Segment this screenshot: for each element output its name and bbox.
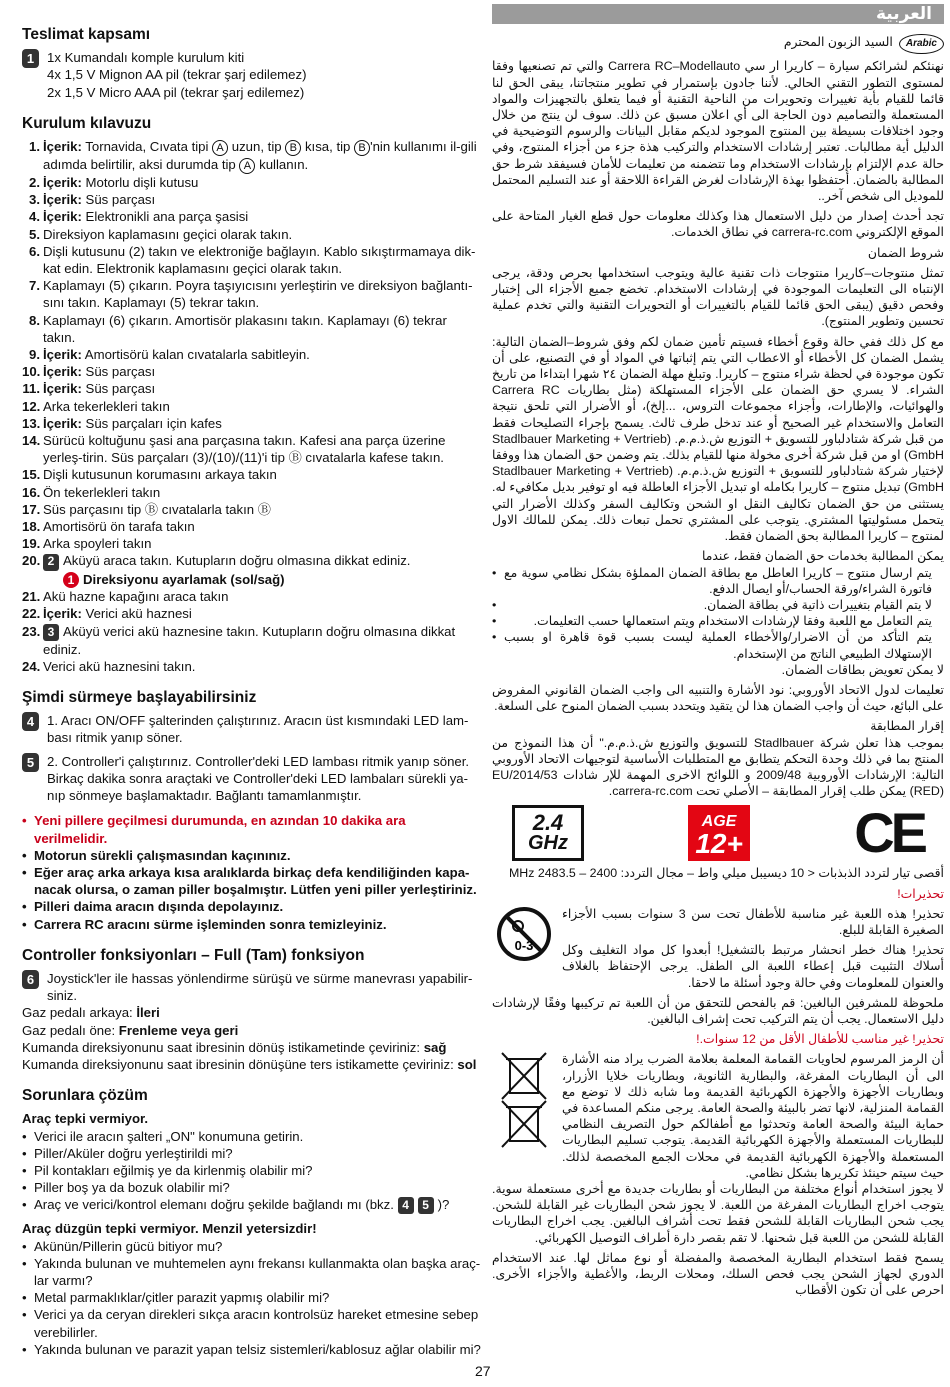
arabic-paragraph: تعليمات لدول الاتحاد الأوروبي: نود الأشارة والتنبيه الى واجب الضمان القانوني المفروض على البائع، حيث أن واجب الضمان هذا لن يتقيد ويتحدد بسبب الضمان المنوح على السلعة. bbox=[492, 682, 944, 714]
step-text-part: Motorlu dişli kutusu bbox=[81, 175, 199, 191]
controller-label: Gaz pedalı öne: bbox=[22, 1022, 119, 1038]
no-small-children-icon bbox=[496, 906, 552, 962]
step-number: 17. bbox=[22, 501, 41, 517]
step-text bbox=[43, 138, 482, 174]
step-number: 15. bbox=[22, 467, 41, 483]
step-number: 12. bbox=[22, 398, 41, 414]
warnings-title: تحذيرات! bbox=[897, 886, 944, 901]
delivery-row bbox=[22, 49, 482, 101]
step-text-part: Ön tekerlekleri takın bbox=[43, 484, 161, 500]
step-lead: İçerik: bbox=[43, 347, 82, 363]
trouble-section bbox=[22, 1087, 482, 1358]
step-text-part: Süs parçası bbox=[81, 381, 156, 397]
list-item: • لا يتم القيام بتغييرات ذاتية في بطاقة الضمان. bbox=[492, 597, 932, 613]
delivery-item: 4x 1,5 V Mignon AA pil (tekrar şarj edilemez) bbox=[47, 67, 307, 83]
trouble-subtitle: Araç düzgün tepki vermiyor. Menzil yetersizdir! bbox=[22, 1221, 317, 1237]
step-text-part: Akü hazne kapağını araca takın bbox=[43, 589, 229, 605]
controller-label: Gaz pedalı arkaya: bbox=[22, 1005, 137, 1021]
frequency-logo-unit: GHz bbox=[528, 832, 568, 855]
age-logo bbox=[688, 805, 750, 861]
step-text-part: Kaplamayı (6) çıkarın. Amortisör plakasını takın. Kaplamayı (6) tekrar takın. bbox=[43, 312, 447, 345]
step-text bbox=[43, 623, 482, 658]
controller-value: Frenleme veya geri bbox=[118, 1022, 239, 1038]
screw-a-icon: A bbox=[239, 158, 255, 174]
list-item: • Piller/Aküler doğru yerleştirildi mi? bbox=[22, 1145, 482, 1162]
right-column bbox=[492, 4, 944, 1302]
list-item bbox=[22, 432, 482, 466]
step-lead: İçerik: bbox=[43, 209, 82, 225]
list-item bbox=[22, 346, 482, 363]
frequency-logo bbox=[512, 805, 584, 861]
ce-mark-icon: CE bbox=[854, 801, 924, 865]
list-item: • Motorun sürekli çalışmasından kaçınınız. bbox=[22, 847, 482, 864]
delivery-item: 1x Kumandalı komple kurulum kiti bbox=[47, 50, 245, 66]
arabic-paragraph: أن الرمز المرسوم لحاويات القمامة المعلمة بعلامة الضرب يراد منه الأشارة الى أن البطاريات المفرغة، والبطارية الثانوية، وبطاريات خلايا الأزرار، وبطاريات الأجهزة والأجهزة الكهربائية القديمة وما شابه ذلك لا توضع مع القمامة المنزلية، لانها تضر بالبيئة والصحة العامة. يرجى منكم المساعدة في حماية البيئة والصحة العامة وتحدثوا مع أطفالكم حول التصريف النظامي للبطاريات المستعملة والأجهزة الكهربائية القديمة. يتوجب تسليم البطاريات المستعملة والأجهزة الكهربائية القديمة في محلات الجمع المخصصة لذلك. حيث سيتم حينئذ تكريرها بشكل نظامي. bbox=[562, 1052, 944, 1180]
step-number: 13. bbox=[22, 415, 41, 431]
trouble-bullets bbox=[22, 1128, 482, 1215]
step-badge: 2 bbox=[43, 554, 59, 571]
controller-section bbox=[22, 947, 482, 1073]
list-item bbox=[22, 363, 482, 380]
delivery-section bbox=[22, 26, 482, 101]
screw-b-icon: B bbox=[354, 140, 370, 156]
arabic-paragraph: تمثل منتوجات–كاريرا منتوجات ذات تقنية عالية ويتوجب استخدامها بحرص ودقة، يرجى الإنتباه الى التعليمات الموجودة في إرشادات الاستخدام. تخضع جميع الأجزاء الى إختبار وفحص دقيق (يبقى الحق قائما للقيام بالتغييرات أو التحويرات التقنية والتي تخدم عملية تحسين وتطوير المنتوج). bbox=[492, 265, 944, 329]
step-badge: 5 bbox=[22, 753, 39, 772]
controller-label: Kumanda direksiyonunu saat ibresinin dönüşüne ters istikamette çeviriniz: bbox=[22, 1056, 458, 1072]
step-lead: İçerik: bbox=[43, 415, 82, 431]
step-number: 4. bbox=[29, 209, 40, 225]
arabic-paragraph: ملحوظة للمشرفين البالغين: قم بالفحص للتحقق من أن اللعبة تم تركيبها وفقًا لإرشادات دليل الاستعمال. يجب أن يتم التركيب تحت إشراف البالغين. bbox=[492, 995, 944, 1026]
age-logo-label: AGE bbox=[701, 813, 737, 831]
step-number: 8. bbox=[29, 312, 40, 328]
step-text bbox=[43, 501, 482, 518]
screw-a-icon: A bbox=[212, 140, 228, 156]
step-number: 10. bbox=[22, 364, 41, 380]
step-text bbox=[43, 484, 482, 501]
step-text-part: Elektronikli ana parça şasisi bbox=[81, 209, 249, 225]
trouble-title: Sorunlara çözüm bbox=[22, 1087, 148, 1105]
step-lead: İçerik: bbox=[43, 381, 82, 397]
list-item bbox=[22, 312, 482, 346]
delivery-items bbox=[47, 49, 306, 101]
arabic-bullets bbox=[492, 565, 944, 662]
age-icon-text: 0-3 bbox=[514, 937, 534, 953]
step-text bbox=[43, 398, 482, 415]
list-item: • Piller boş ya da bozuk olabilir mi? bbox=[22, 1179, 482, 1196]
list-item bbox=[22, 208, 482, 225]
list-item: • Eğer araç arka arkaya kısa aralıklarda birkaç defa kendiliğinden kapa-nacak olursa, o zaman piller boşalmıştır. Lütfen yeni piller yerleştiriniz. bbox=[22, 864, 482, 898]
step-text-part: kullanın. bbox=[255, 157, 309, 173]
arabic-paragraph: تحذير! هذه اللعبة غير مناسبة للأطفال تحت سن 3 سنوات بسبب الأجزاء الصغيرة القابلة للبلع. bbox=[562, 906, 945, 937]
list-item bbox=[22, 138, 482, 174]
controller-value: sağ bbox=[423, 1039, 447, 1055]
list-item bbox=[22, 191, 482, 208]
controller-value: İleri bbox=[136, 1005, 160, 1021]
screw-b-icon: B bbox=[285, 140, 301, 156]
controller-line bbox=[22, 1022, 482, 1039]
controller-label: Kumanda direksiyonunu saat ibresinin dönüş istikametinde çeviriniz: bbox=[22, 1039, 424, 1055]
step-lead: İçerik: bbox=[43, 175, 82, 191]
step-badge: 4 bbox=[22, 712, 39, 731]
step-number: 2. bbox=[29, 175, 40, 191]
arabic-paragraph: يسمح فقط استخدام البطارية المخصصة والمفضلة أو نوع مماثل لها. عند الاستخدام الدوري لجهاز الشحن يجب فحص السلك، ومحلات الربط، والأغطية والأجزاء الأخرى. احرص على أن تكون الأقطاب bbox=[492, 1250, 944, 1298]
crossed-bin-icon bbox=[496, 1051, 552, 1151]
warning-age-icon bbox=[492, 906, 552, 995]
controller-line bbox=[22, 1039, 482, 1056]
controller-line bbox=[22, 1004, 482, 1021]
left-column bbox=[22, 26, 482, 1358]
step-text-part: Tornavida, Cıvata tipi bbox=[81, 139, 213, 155]
arabic-header: العربية bbox=[492, 4, 944, 24]
list-item: • Akünün/Pillerin gücü bitiyor mu? bbox=[22, 1238, 482, 1255]
list-item bbox=[22, 552, 482, 588]
drive-title: Şimdi sürmeye başlayabilirsiniz bbox=[22, 689, 257, 707]
step-lead: İçerik: bbox=[43, 606, 82, 622]
arabic-paragraph: بموجب هذا تعلن شركة Stadlbauer للتسويق والتوزيع ش.ذ.م.م." أن هذا النموذج من المنتج بما في ذلك وحدة التحكم يتطابق مع المتطلبات الأساسية لتوجيهات الاتحاد الأوروبي التالية: الإرشادات الأوروبية 2009/48 و اللوائح الاخرى المهمة للإر شادات 2014/53/EU (RED) يمكن طلب إقرار المطابقة – الأصلي تحت carrera-rc.com. bbox=[492, 735, 944, 799]
controller-value: sol bbox=[457, 1056, 477, 1072]
step-number: 11. bbox=[22, 381, 40, 397]
step-text bbox=[43, 415, 482, 432]
step-text bbox=[43, 312, 482, 346]
list-item bbox=[22, 174, 482, 191]
drive-text: 1. Aracı ON/OFF şalterinden çalıştırınız. Aracın üst kısmındaki LED lam-bası ritmik yanıp söner. bbox=[47, 713, 469, 746]
step-text-part: Amortisörü ön tarafa takın bbox=[43, 519, 195, 535]
warning-block bbox=[492, 906, 944, 995]
step-text-part: Arka spoyleri takın bbox=[43, 536, 152, 552]
delivery-title: Teslimat kapsamı bbox=[22, 26, 151, 43]
list-item: • Yeni pillere geçilmesi durumunda, en azından 10 dakika ara verilmelidir. bbox=[22, 812, 482, 846]
controller-line bbox=[22, 1056, 482, 1073]
arabic-paragraph: لا يمكن تعويض بطاقات الضمان. bbox=[781, 662, 944, 677]
controller-row bbox=[22, 970, 482, 1004]
list-item: • Yakında bulunan ve muhtemelen aynı frekansı kullanmakta olan başka araç-lar varmı? bbox=[22, 1255, 482, 1289]
step-badge: 5 bbox=[418, 1197, 434, 1214]
list-item bbox=[22, 243, 482, 277]
step-text bbox=[43, 605, 482, 622]
step-number: 20. bbox=[22, 553, 41, 569]
step-number: 14. bbox=[22, 433, 41, 449]
step-text bbox=[43, 380, 482, 397]
warning-texts bbox=[562, 906, 944, 995]
step-text bbox=[43, 518, 482, 535]
step-bold: Direksiyonu ayarlamak (sol/sağ) bbox=[83, 571, 285, 587]
step-badge: 6 bbox=[22, 970, 39, 989]
step-text bbox=[43, 277, 482, 311]
step-text-part: uzun, tip bbox=[228, 139, 286, 155]
arabic-logo-icon: Arabic bbox=[899, 34, 944, 54]
list-item: • Verici ile aracın şalteri „ON" konumuna getirin. bbox=[22, 1128, 482, 1145]
trouble-text: Araç ve verici/kontrol elemanı doğru şekilde bağlandı mı (bkz. bbox=[34, 1197, 398, 1213]
trouble-subtitle: Araç tepki vermiyor. bbox=[22, 1111, 149, 1127]
step-text-part: Süs parçaları için kafes bbox=[81, 415, 222, 431]
controller-title: Controller fonksiyonları – Full (Tam) fonksiyon bbox=[22, 946, 365, 964]
list-item bbox=[22, 484, 482, 501]
arabic-heading: شروط الضمان bbox=[867, 245, 944, 260]
list-item bbox=[22, 380, 482, 397]
list-item bbox=[22, 277, 482, 311]
step-number: 3. bbox=[29, 192, 40, 208]
step-number: 1. bbox=[29, 139, 40, 155]
list-item bbox=[22, 466, 482, 483]
list-item: • Pil kontakları eğilmiş ye da kirlenmiş olabilir mi? bbox=[22, 1162, 482, 1179]
certification-logos bbox=[492, 801, 944, 865]
step-number: 23. bbox=[22, 623, 41, 639]
step-text-part: Süs parçası bbox=[81, 192, 156, 208]
step-text-part: Kaplamayı (5) çıkarın. Poyra taşıyıcısını yerleştirin ve direksiyon bağlantı-sını takın. Kaplamayı (5) tekrar takın. bbox=[43, 278, 473, 311]
list-item bbox=[22, 518, 482, 535]
step-text bbox=[43, 346, 482, 363]
step-text bbox=[43, 174, 482, 191]
list-item: • Carrera RC aracını sürme işleminden sonra temizleyiniz. bbox=[22, 916, 482, 933]
step-text-part: Aküyü verici akü haznesine takın. Kutupların doğru olmasına dikkat ediniz. bbox=[43, 623, 456, 657]
arabic-heading: إقرار المطابقة bbox=[870, 719, 944, 734]
list-item bbox=[22, 588, 482, 605]
step-text-part: Arka tekerlekleri takın bbox=[43, 398, 170, 414]
list-item: • Yakında bulunan ve parazit yapan telsiz sistemleri/kablosuz ağlar olabilir mi? bbox=[22, 1341, 482, 1358]
arabic-warning: تحذير! غير مناسب للأطفال الأقل من 12 سنوات.! bbox=[696, 1032, 944, 1047]
arabic-paragraph: تحذير! هناك خطر انحشار مرتبط بالتشغيل! أبعدوا كل مواد التغليف وكل أسلاك التثبيت قبل إعطاء اللعبة الى الطفل. يرجى الإحتفاظ بالغلاف والعنوان للمعلومات وفي حالة وجود أسئلة ما لاحقا. bbox=[562, 943, 944, 990]
assembly-title: Kurulum kılavuzu bbox=[22, 114, 152, 132]
arabic-paragraph: أقصى تيار لتردد الذبذبات < 10 ديسيبل ميلي واط – مجال التردد: 2400 – 2483.5 MHz bbox=[508, 866, 944, 881]
list-item bbox=[22, 605, 482, 622]
list-item bbox=[22, 535, 482, 552]
step-text bbox=[43, 243, 482, 277]
list-item bbox=[22, 501, 482, 518]
trouble-bullets bbox=[22, 1238, 482, 1358]
step-text-part: Sürücü koltuğunu şasi ana parçasına takın. Kafesi ana parça üzerine yerleş-tirin. Süs parçaları (3)/(10)/(11)'i tip Ⓑ cıvatalarla kafese takın. bbox=[43, 433, 446, 466]
drive-text: 2. Controller'i çalıştırınız. Controller'deki LED lambası ritmik yanıp söner. Birkaç dakika sonra araçtaki ve Controller'deki LED lambaları sürekli ya-nıp sönmeye başlamaktadır. Bağlantı tamamlanmıştır. bbox=[47, 753, 470, 804]
list-item: • Metal parmaklıklar/çitler parazit yapmış olabilir mi? bbox=[22, 1289, 482, 1306]
frequency-logo-text: 2.4 bbox=[532, 810, 564, 836]
step-lead: İçerik: bbox=[43, 139, 82, 155]
step-number: 22. bbox=[22, 606, 41, 622]
arabic-paragraph: مع كل ذلك ففي حالة وقوع أخطاء فسيتم تأمين ضمان لكم وفق شروط–الضمان التالية: يشمل الضمان كل الأخطاء أو الاعطاب التي يتم إثباتها في المواد أو في التصنيع، على أن تكون موجودة في لحظة شراء منتوج – كاريرا. وتبلغ مهلة الضمان ٢٤ شهرا ابتداءا من تاريخ الشراء. لا يسري حق الضمان على الأجزاء المستهلكة (مثل بطاريات Carrera RC والهوائيات، والإطارات، وأجزاء مجموعات التروس، ...إلخ)، أو الأضرار التي تلحق نتيجة التعامل والاستخدام غير الصحيح أو عند تدخل طرف ثالث. يسمح بإجراء التصليحات فقط من قبل شركة شتادلباور للتسويق + التوزيع ش.ذ.م.م. (Stadlbauer Marketing + Vertrieb GmbH) او من قبل شركة أخرى مخولة منها للقيام بذلك. يتم وضمن حق الضمان هذا ووفقا لإختيار شركة شتادلباور للتسويق + التوزيع ش.ذ.م.م. (Stadlbauer Marketing + Vertrieb GmbH) تبديل منتوج – كاريرا بكامله او تبديل الأجزاء العاطلة فيه او توفير بديل مكافيء له. يستثنى من حق الضمان تكاليف النقل او الشحن وتكاليف السفر وكذلك الأضرار التي يتحمل مسئوليتها المشتري. يتوجب على المشتري تحمل تبعات ذلك. يمكن للمالك الاول لمنتوج – كاريرا المطالبة بحق الضمان فقط. bbox=[492, 334, 945, 544]
step-number: 18. bbox=[22, 519, 41, 535]
step-badge: 1 bbox=[22, 49, 39, 68]
step-number: 16. bbox=[22, 484, 41, 500]
bin-icons bbox=[492, 1051, 552, 1181]
step-text bbox=[43, 588, 482, 605]
list-item bbox=[22, 226, 482, 243]
list-item: • يتم التأكد من أن الاضرار/والأخطاء العملية ليست بسبب قوة قاهرة او بسبب الإستهلاك الطبيعي الناتج من الإستخدام. bbox=[492, 629, 932, 661]
arabic-paragraph: تجد أحدث إصدار من دليل الاستعمال هذا وكذلك معلومات حول قطع الغيار المتاحة على الموقع الإلكتروني carrera-rc.com في نطاق الخدمات. bbox=[492, 209, 944, 240]
page-number: 27 bbox=[475, 1363, 491, 1379]
step-lead: İçerik: bbox=[43, 192, 82, 208]
list-item: • Verici ya da ceryan direkleri sıkça aracın kontrolsüz hareket etmesine sebep verebilirler. bbox=[22, 1306, 482, 1340]
step-lead: İçerik: bbox=[43, 364, 82, 380]
trouble-text: )? bbox=[437, 1197, 450, 1213]
list-item: • يتم ارسال منتوج – كاريرا العاطل مع بطاقة الضمان المملؤة بشكل نظامي سوية مع فاتورة الشراء/ورقة الحساب/أو ايصال الدفع. bbox=[492, 565, 932, 597]
step-text: Verici akü haznesini takın. bbox=[43, 658, 196, 674]
delivery-item: 2x 1,5 V Micro AAA pil (tekrar şarj edilemez) bbox=[47, 84, 305, 100]
step-number: 24. bbox=[22, 658, 41, 674]
arabic-paragraph: يمكن المطالبة بخدمات حق الضمان فقط، عندما bbox=[701, 549, 944, 564]
list-item bbox=[22, 658, 482, 675]
step-number: 19. bbox=[22, 536, 41, 552]
step-text-part: Dişli kutusunu (2) takın ve elektroniğe bağlayın. Kablo sıkıştırmamaya dik-kat edin. Elektronik kaplamasını geçici olarak takın. bbox=[43, 243, 476, 277]
list-item bbox=[22, 623, 482, 658]
step-number: 9. bbox=[29, 347, 40, 363]
drive-bullets bbox=[22, 812, 482, 932]
drive-step-5 bbox=[22, 753, 482, 805]
step-text bbox=[43, 191, 482, 208]
arabic-paragraph: لا يجوز استخدام أنواع مختلفة من البطاريات أو بطاريات جديدة مع أخرى مستعملة سوية. يتوجب اخراج البطاريات المفرغة من اللعبة. لا يجوز شحن البطاريات غير القابلة للشحن. يجب شحن البطاريات القابلة للشحن فقط تحت أشراف البالغين. يجب اخراج البطاريات القابلة للشحن من اللعبة قبل شحنها. لا تقم بقصر دارة أطراف التوصيل الكهربائي. bbox=[492, 1182, 944, 1245]
step-text-part: Verici akü haznesi bbox=[81, 606, 192, 622]
step-text bbox=[43, 363, 482, 380]
step-text-part: 'nin kullanımı il-gili adımda belirtilir, aksi durumda tip bbox=[43, 139, 477, 173]
list-item: • يتم التعامل مع اللعبة وفقا لإرشادات الاستخدام ويتم استعمالها حسب التعليمات. bbox=[492, 613, 932, 629]
list-item bbox=[22, 415, 482, 432]
assembly-section bbox=[22, 115, 482, 675]
step-text-part: Amortisörü kalan cıvatalarla sabitleyin. bbox=[81, 347, 310, 363]
assembly-steps bbox=[22, 138, 482, 675]
step-text-part: Süs parçası bbox=[81, 364, 156, 380]
step-text bbox=[43, 466, 482, 483]
step-number: 21. bbox=[22, 589, 41, 605]
step-number: 6. bbox=[29, 243, 40, 259]
disposal-block bbox=[492, 1051, 944, 1181]
step-text bbox=[43, 432, 482, 466]
step-text bbox=[43, 535, 482, 552]
controller-text: Joystick'ler ile hassas yönlendirme sürüşü ve sürme manevrası yapabilir-siniz. bbox=[47, 970, 473, 1004]
arabic-text: السيد الزبون المحترم bbox=[783, 35, 893, 50]
step-text-part: Direksiyon kaplamasını geçici olarak takın. bbox=[43, 226, 293, 242]
step-text-part: kısa, tip bbox=[301, 139, 355, 155]
step-text bbox=[43, 552, 482, 588]
arabic-greeting bbox=[492, 34, 944, 54]
drive-section bbox=[22, 689, 482, 933]
step-text bbox=[43, 208, 482, 225]
step-badge: 4 bbox=[398, 1197, 414, 1214]
step-text-part: Aküyü araca takın. Kutupların doğru olmasına dikkat ediniz. bbox=[63, 553, 411, 569]
step-text bbox=[43, 226, 482, 243]
step-number: 5. bbox=[29, 226, 40, 242]
info-circle-icon: 1 bbox=[63, 572, 79, 588]
drive-step-4 bbox=[22, 712, 482, 746]
step-badge: 3 bbox=[43, 624, 59, 641]
age-logo-value: 12+ bbox=[695, 828, 743, 860]
list-item: • Pilleri daima aracın dışında depolayınız. bbox=[22, 898, 482, 915]
list-item bbox=[22, 398, 482, 415]
step-text-part: Dişli kutusunun korumasını arkaya takın bbox=[43, 467, 277, 483]
step-text-part: Süs parçasını tip Ⓑ cıvatalarla takın Ⓑ bbox=[43, 501, 271, 517]
arabic-paragraph: نهنئكم لشرائكم سيارة – كاريرا ار سي Carrera RC–Modellauto والتي تم تصنعيها وفقا لمستوى التطور التقني الحالي. لأننا جادون بإستمرار في تطوير منتجاتنا، يبقى الحق لنا قائما للقيام بأية تغييرات وتحويرات من الناحية التقنية أو فيما يتعلق بالتجهيزات والمواد المستعملة والتصاميم دون الحاجة الى أي اعلان مسبق عن ذلك. سوف لن ينتج من خلال وجود اختلافات بسيطة بين المنتوج الموجود لديكم مقابل البيانات والرسوم التوضيحية في الدليل أية مطالبات. تعتبر إرشادات الاستخدام والتركيب هذة جزء من أجزاء المنتوج، وفي حالة عدم الإلتزام بإرشادات الاستخدام وما تتضمنه من تعليمات للأمان فسيفقد شرط حق المطالبة بالضمان. أحتفظوا بهذة الإرشادات لغرض القراءة اللاحقة أو عند التسليم المحتمل للموديل الى شخص آخر.. bbox=[492, 59, 944, 204]
step-number: 7. bbox=[29, 278, 40, 294]
list-item bbox=[22, 1196, 482, 1214]
